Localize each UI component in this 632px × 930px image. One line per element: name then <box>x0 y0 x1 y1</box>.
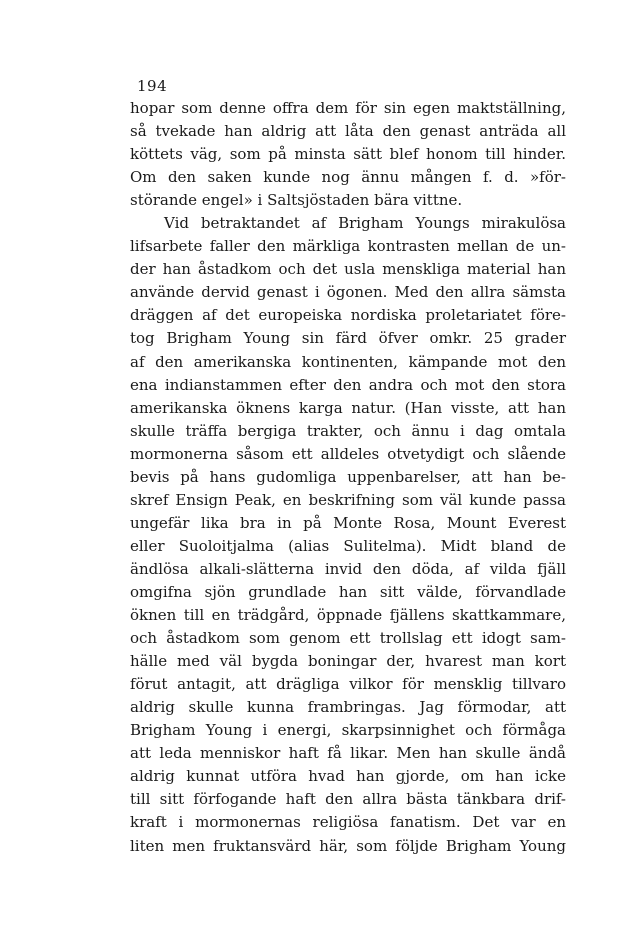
text-line: dräggen af det europeiska nordiska proletariatet före- <box>130 306 566 325</box>
text-line: ändlösa alkali-slätterna invid den döda, af vilda fjäll <box>130 559 566 578</box>
text-line: störande engel» i Saltsjöstaden bära vittne. <box>130 191 463 210</box>
text-line: aldrig kunnat utföra hvad han gjorde, om han icke <box>130 767 566 786</box>
text-line: så tvekade han aldrig att låta den genast anträda all <box>130 122 566 141</box>
text-line: mormonerna såsom ett alldeles otvetydigt och slående <box>130 444 566 463</box>
text-line: tog Brigham Young sin färd öfver omkr. 25 grader <box>130 329 566 348</box>
text-line: amerikanska öknens karga natur. (Han visste, att han <box>130 398 566 417</box>
text-line: lifsarbete faller den märkliga kontrasten mellan de un- <box>130 237 566 256</box>
text-line: hälle med väl bygda boningar der, hvarest man kort <box>130 652 566 671</box>
text-line: bevis på hans gudomliga uppenbarelser, att han be- <box>130 467 566 486</box>
text-line: af den amerikanska kontinenten, kämpande mot den <box>130 352 566 371</box>
text-line: der han åstadkom och det usla menskliga material han <box>130 260 566 279</box>
text-line: och åstadkom som genom ett trollslag ett idogt sam- <box>130 629 566 648</box>
text-line: aldrig skulle kunna frambringas. Jag förmodar, att <box>130 698 566 717</box>
text-line: förut antagit, att drägliga vilkor för mensklig tillvaro <box>130 675 566 694</box>
text-line: Om den saken kunde nog ännu mången f. d. »för- <box>130 168 566 187</box>
text-line: att leda menniskor haft få likar. Men han skulle ändå <box>130 744 566 763</box>
text-line: använde dervid genast i ögonen. Med den allra sämsta <box>130 283 566 302</box>
text-line: öknen till en trädgård, öppnade fjällens skattkammare, <box>130 606 566 625</box>
body-text <box>130 97 566 858</box>
text-line: eller Suoloitjalma (alias Sulitelma). Midt bland de <box>130 536 566 555</box>
text-line: ungefär lika bra in på Monte Rosa, Mount Everest <box>130 513 566 532</box>
text-line: köttets väg, som på minsta sätt blef honom till hinder. <box>130 145 566 164</box>
text-line: till sitt förfogande haft den allra bästa tänkbara drif- <box>130 790 566 809</box>
text-line: hopar som denne offra dem för sin egen maktställning, <box>130 99 566 117</box>
text-line: skulle träffa bergiga trakter, och ännu i dag omtala <box>130 421 566 440</box>
text-line: ena indianstammen efter den andra och mot den stora <box>130 375 566 394</box>
text-line: skref Ensign Peak, en beskrifning som väl kunde passa <box>130 490 566 509</box>
text-line: liten men fruktansvärd här, som följde Brigham Young <box>130 836 566 855</box>
text-line: Brigham Young i energi, skarpsinnighet och förmåga <box>130 721 566 740</box>
text-line: kraft i mormonernas religiösa fanatism. Det var en <box>130 813 566 832</box>
text-line: Vid betraktandet af Brigham Youngs mirakulösa <box>164 214 566 233</box>
text-line: omgifna sjön grundlade han sitt välde, förvandlade <box>130 582 566 601</box>
page-number: 194 <box>137 77 168 95</box>
